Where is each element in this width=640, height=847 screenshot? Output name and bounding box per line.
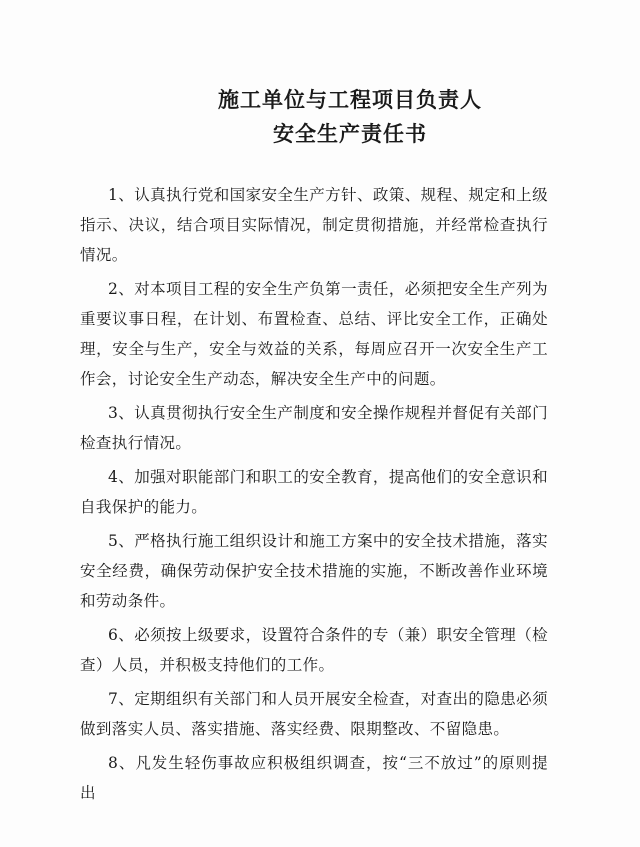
document-title: 施工单位与工程项目负责人 [218,87,482,112]
clause-6: 6、必须按上级要求，设置符合条件的专（兼）职安全管理（检查）人员，并积极支持他们的工作。 [80,626,548,674]
clause-4: 4、加强对职能部门和职工的安全教育，提高他们的安全意识和自我保护的能力。 [80,468,548,516]
clause-5: 5、严格执行施工组织设计和施工方案中的安全技术措施，落实安全经费，确保劳动保护安全技术措施的实施，不断改善作业环境和劳动条件。 [80,532,548,610]
clause-2: 2、对本项目工程的安全生产负第一责任，必须把安全生产列为重要议事日程，在计划、布置检查、总结、评比安全工作，正确处理，安全与生产，安全与效益的关系，每周应召开一次安全生产工作会，讨论安全生产动态，解决安全生产中的问题。 [80,280,548,388]
clause-3: 3、认真贯彻执行安全生产制度和安全操作规程并督促有关部门检查执行情况。 [80,404,548,452]
document-subtitle: 安全生产责任书 [273,121,427,146]
clause-8: 8、凡发生轻伤事故应积极组织调查，按“三不放过”的原则提出 [80,754,548,802]
clause-1: 1、认真执行党和国家安全生产方针、政策、规程、规定和上级指示、决议，结合项目实际情况，制定贯彻措施，并经常检查执行情况。 [80,186,548,264]
document-body [80,180,548,812]
clause-7: 7、定期组织有关部门和人员开展安全检查，对查出的隐患必须做到落实人员、落实措施、落实经费、限期整改、不留隐患。 [80,690,548,738]
